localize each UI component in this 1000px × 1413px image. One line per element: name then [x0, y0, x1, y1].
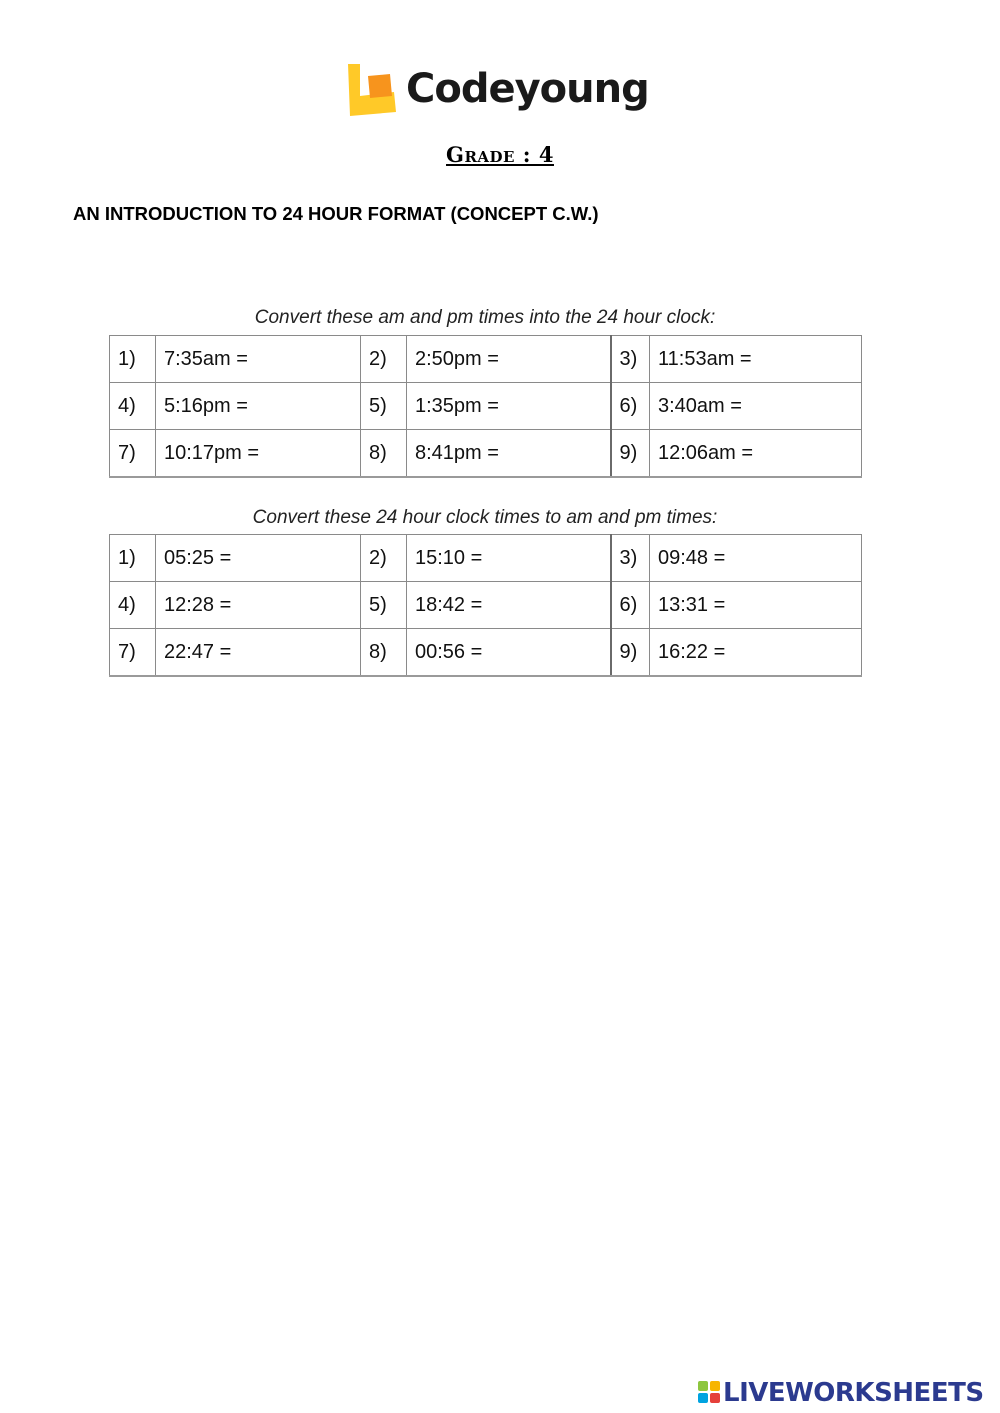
section1-caption: Convert these am and pm times into the 24 hour clock:: [254, 307, 716, 328]
question-cell[interactable]: 2:50pm =: [407, 336, 611, 383]
liveworksheets-logo: [697, 1378, 997, 1408]
question-cell[interactable]: 3:40am =: [650, 383, 862, 430]
liveworksheets-brand: LIVEWORKSHEETS: [723, 1378, 984, 1408]
question-number: 5): [361, 383, 407, 430]
question-number: 6): [611, 582, 650, 629]
liveworksheets-logo-icon: [697, 1380, 721, 1404]
question-cell[interactable]: 5:16pm =: [156, 383, 361, 430]
question-cell[interactable]: 22:47 =: [156, 629, 361, 677]
question-cell[interactable]: 18:42 =: [407, 582, 611, 629]
question-number: 7): [110, 430, 156, 478]
question-cell[interactable]: 7:35am =: [156, 336, 361, 383]
question-cell[interactable]: 05:25 =: [156, 535, 361, 582]
question-number: 7): [110, 629, 156, 677]
section2-caption: Convert these 24 hour clock times to am and pm times:: [252, 507, 718, 528]
question-number: 3): [611, 336, 650, 383]
question-number: 4): [110, 383, 156, 430]
question-cell[interactable]: 1:35pm =: [407, 383, 611, 430]
question-cell[interactable]: 10:17pm =: [156, 430, 361, 478]
question-cell[interactable]: 11:53am =: [650, 336, 862, 383]
codeyoung-logo-icon: [344, 62, 400, 118]
question-number: 2): [361, 336, 407, 383]
question-cell[interactable]: 12:28 =: [156, 582, 361, 629]
grade-label: Grade : 4: [446, 142, 554, 167]
question-cell[interactable]: 00:56 =: [407, 629, 611, 677]
question-number: 8): [361, 629, 407, 677]
question-number: 3): [611, 535, 650, 582]
question-cell[interactable]: 09:48 =: [650, 535, 862, 582]
page-title: AN INTRODUCTION TO 24 HOUR FORMAT (CONCEPT C.W.): [73, 203, 599, 224]
question-cell[interactable]: 15:10 =: [407, 535, 611, 582]
question-number: 6): [611, 383, 650, 430]
question-cell[interactable]: 16:22 =: [650, 629, 862, 677]
question-number: 8): [361, 430, 407, 478]
question-cell[interactable]: 13:31 =: [650, 582, 862, 629]
table-row: [110, 383, 862, 430]
question-cell[interactable]: 8:41pm =: [407, 430, 611, 478]
table-row: [110, 336, 862, 383]
brand-name: Codeyoung: [406, 66, 649, 112]
question-number: 1): [110, 535, 156, 582]
table-row: [110, 535, 862, 582]
question-number: 9): [611, 629, 650, 677]
question-number: 4): [110, 582, 156, 629]
table-row: [110, 582, 862, 629]
question-number: 2): [361, 535, 407, 582]
codeyoung-logo: [344, 60, 664, 124]
table-row: [110, 430, 862, 478]
question-number: 1): [110, 336, 156, 383]
question-number: 9): [611, 430, 650, 478]
table-row: [110, 629, 862, 677]
question-cell[interactable]: 12:06am =: [650, 430, 862, 478]
section1-table: [109, 335, 862, 478]
question-number: 5): [361, 582, 407, 629]
section2-table: [109, 534, 862, 677]
